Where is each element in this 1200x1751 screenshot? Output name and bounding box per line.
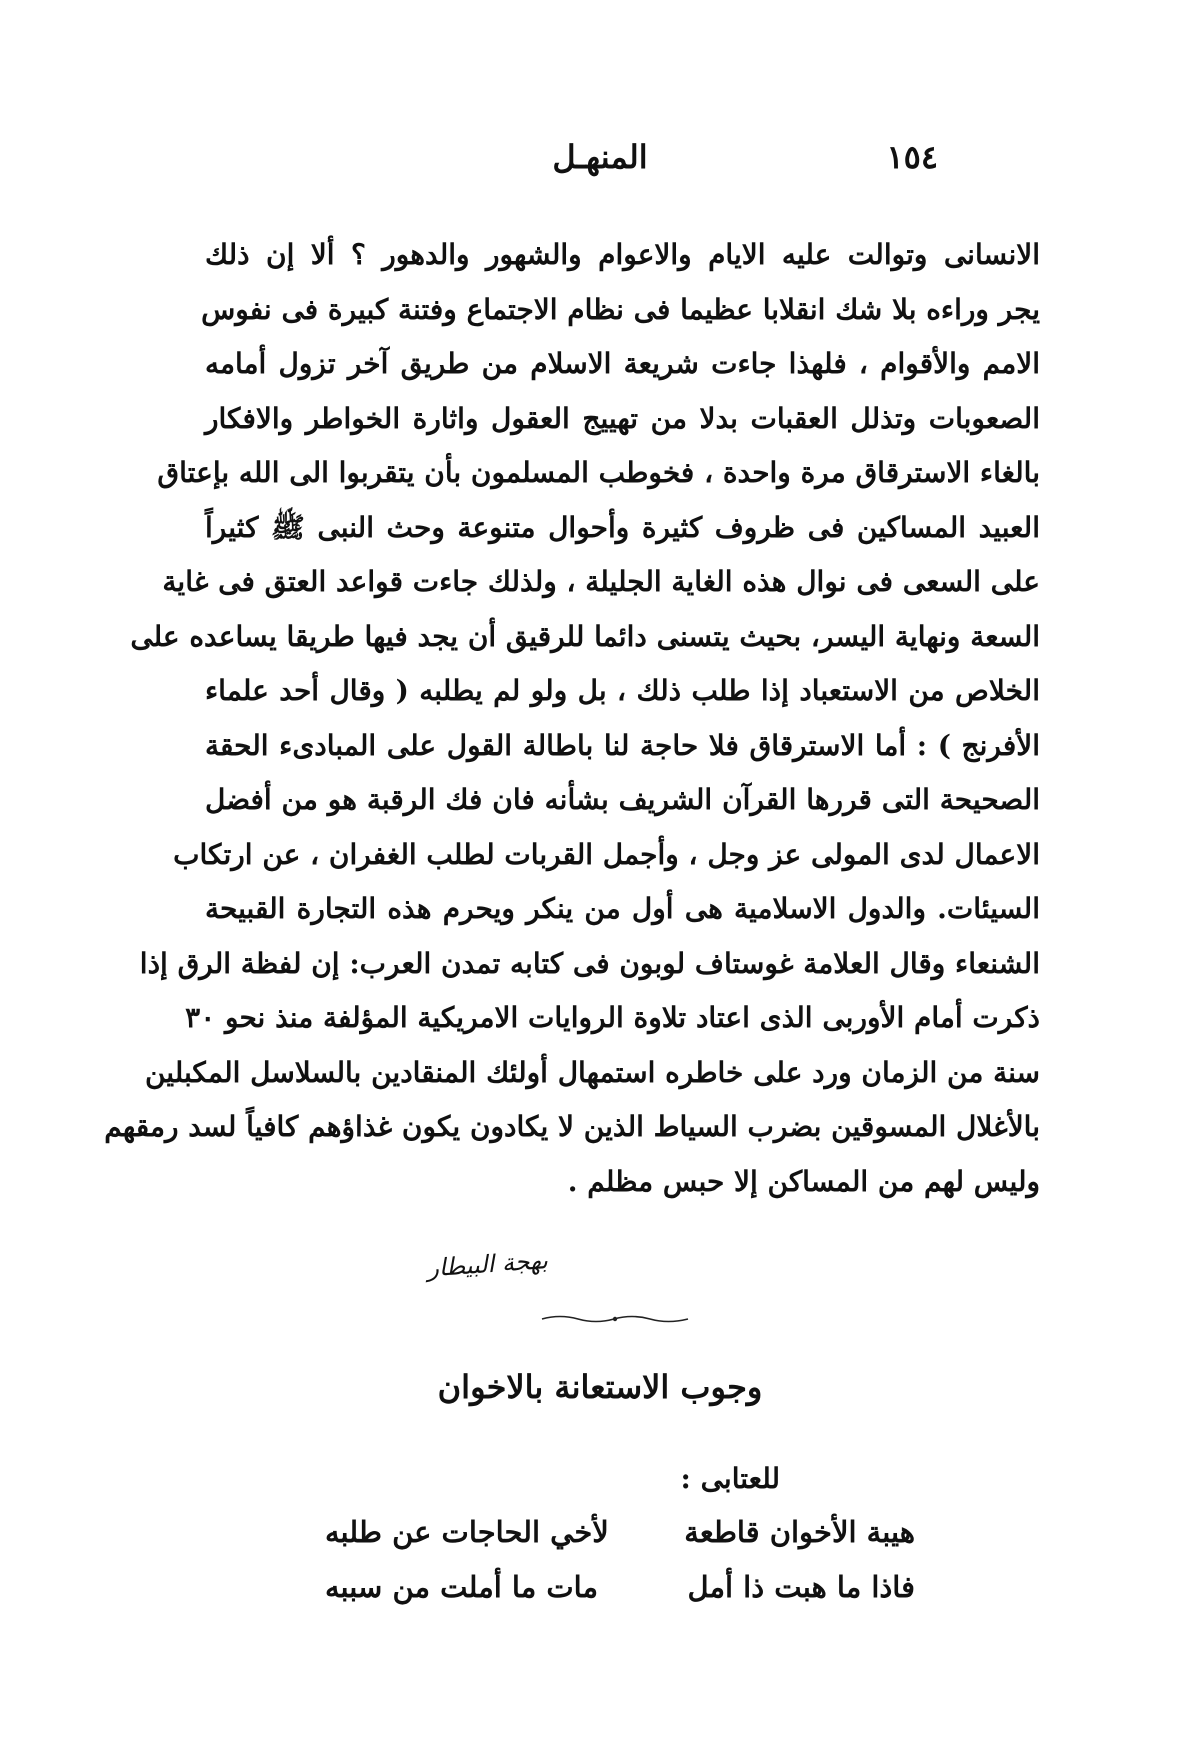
text-line: سنة من الزمان ورد على خاطره استمهال أولئك المنقادين بالسلاسل المكبلين — [144, 1055, 1040, 1089]
text-line: ذكرت أمام الأوربى الذى اعتاد تلاوة الروايات الامريكية المؤلفة منذ نحو ٣٠ — [185, 1001, 1040, 1034]
text-line: الأفرنج ) : أما الاسترقاق فلا حاجة لنا باطالة القول على المبادىء الحقة — [205, 728, 1040, 762]
page-header — [0, 138, 1200, 188]
text-line: بالأغلال المسوقين بضرب السياط الذين لا يكادون يكون غذاؤهم كافياً لسد رمقهم — [104, 1110, 1040, 1143]
section-divider-ornament — [540, 1312, 690, 1326]
text-line: على السعى فى نوال هذه الغاية الجليلة ، ولذلك جاءت قواعد العتق فى غاية — [162, 565, 1040, 598]
journal-title: المنهـل — [552, 138, 648, 176]
verse-first-hemistich: هيبة الأخوان قاطعة — [684, 1515, 915, 1549]
text-line: العبيد المساكين فى ظروف كثيرة وأحوال متنوعة وحث النبى ﷺ كثيراً — [205, 510, 1040, 544]
text-line: الشنعاء وقال العلامة غوستاف لوبون فى كتابه تمدن العرب: إن لفظة الرق إذا — [139, 946, 1040, 980]
text-line: الاعمال لدى المولى عز وجل ، وأجمل القربات لطلب الغفران ، عن ارتكاب — [173, 837, 1040, 871]
text-line: الصحيحة التى قررها القرآن الشريف بشأنه فان فك الرقبة هو من أفضل — [205, 783, 1040, 816]
page-number: ١٥٤ — [886, 138, 938, 176]
text-line: وليس لهم من المساكن إلا حبس مظلم . — [567, 1164, 1040, 1198]
text-line: الامم والأقوام ، فلهذا جاءت شريعة الاسلام من طريق آخر تزول أمامه — [205, 347, 1040, 380]
text-line: بالغاء الاسترقاق مرة واحدة ، فخوطب المسلمون بأن يتقربوا الى الله بإعتاق — [157, 456, 1040, 489]
text-line: الخلاص من الاستعباد إذا طلب ذلك ، بل ولو لم يطلبه ( وقال أحد علماء — [205, 674, 1040, 707]
verse-first-hemistich: فاذا ما هبت ذا أمل — [687, 1570, 915, 1604]
poem-verse — [325, 1515, 915, 1565]
verse-second-hemistich: لأخي الحاجات عن طلبه — [325, 1515, 609, 1549]
text-line: يجر وراءه بلا شك انقلابا عظيما فى نظام الاجتماع وفتنة كبيرة فى نفوس — [201, 292, 1040, 326]
verse-second-hemistich: مات ما أملت من سببه — [325, 1570, 599, 1604]
text-line: السيئات. والدول الاسلامية هى أول من ينكر ويحرم هذه التجارة القبيحة — [205, 892, 1040, 925]
text-line: الصعوبات وتذلل العقبات بدلا من تهييج العقول واثارة الخواطر والافكار — [205, 401, 1040, 435]
text-line: السعة ونهاية اليسر، بحيث يتسنى دائما للرقيق أن يجد فيها طريقا يساعده على — [130, 619, 1040, 653]
author-signature: بهجة البيطار — [426, 1246, 549, 1283]
text-line: الانسانى وتوالت عليه الايام والاعوام والشهور والدهور ؟ ألا إن ذلك — [205, 238, 1040, 271]
poet-attribution: للعتابى : — [680, 1462, 780, 1495]
article-body — [104, 228, 1040, 1209]
section-title: وجوب الاستعانة بالاخوان — [437, 1368, 763, 1406]
poem-verse — [325, 1570, 915, 1620]
